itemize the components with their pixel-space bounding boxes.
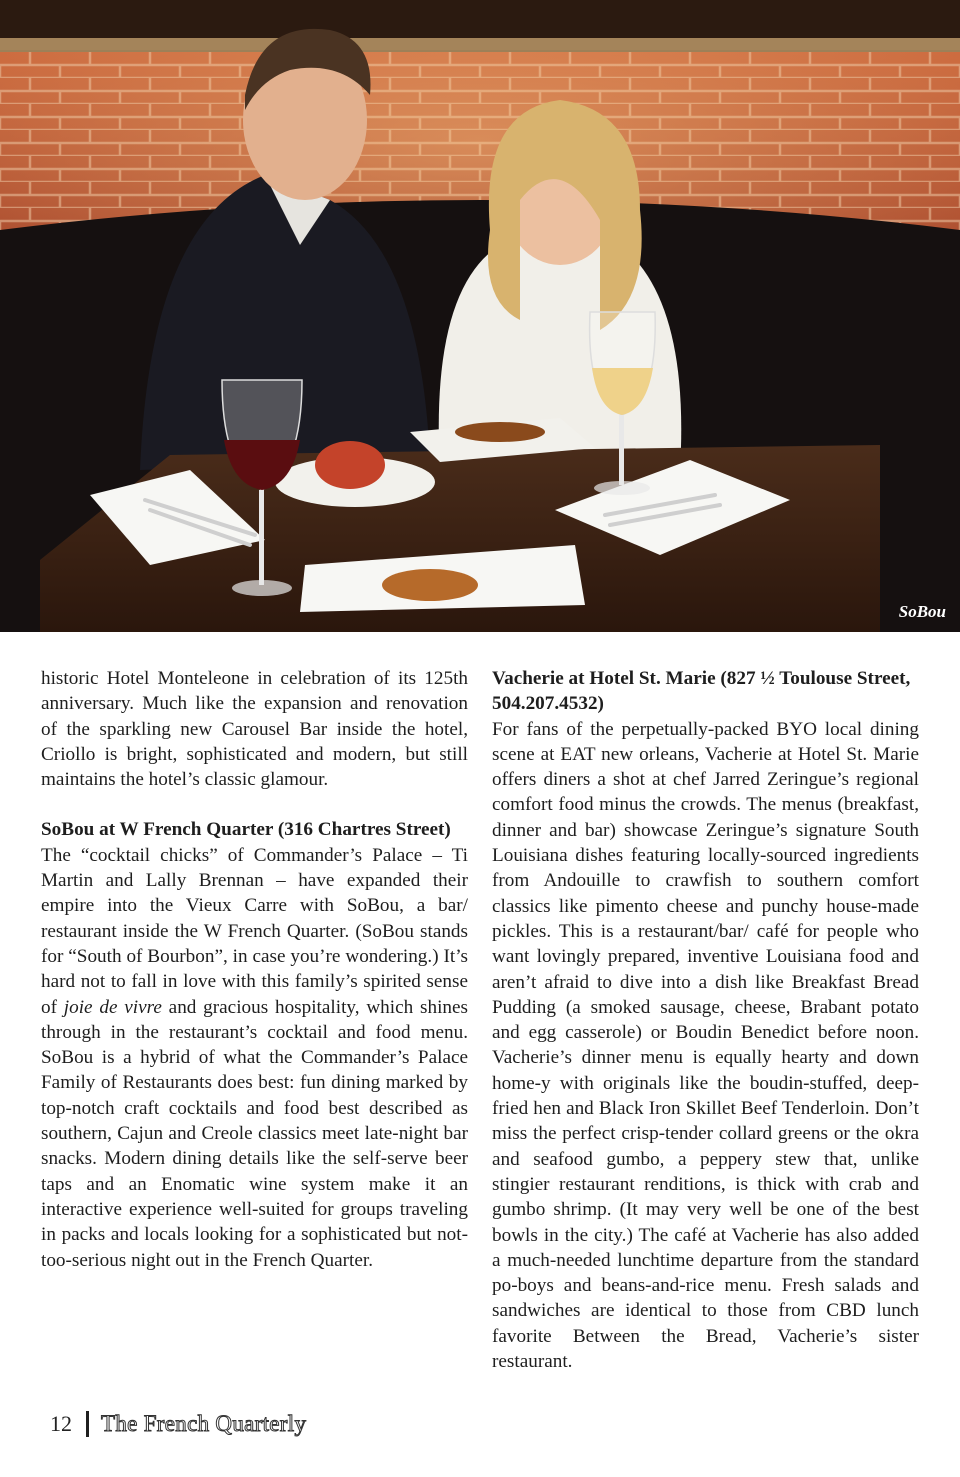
page-number: 12 [50,1411,72,1436]
vacherie-heading: Vacherie at Hotel St. Marie (827 ½ Toulouse Street, 504.207.4532) [492,668,911,715]
sobou-paragraph [41,843,468,1273]
sobou-heading: SoBou at W French Quarter (316 Chartres Street) [41,819,451,841]
right-column [492,666,919,1374]
vacherie-paragraph: For fans of the perpetually-packed BYO local dining scene at EAT new orleans, Vacherie at Hotel St. Marie offers diners a shot at chef Jarred Zeringue’s regional comfort food minus the crowds. The menus (breakfast, dinner and bar) showcase Zeringue’s signature South Louisiana dishes featuring locally-sourced ingredients from Andouille to crawfish to southern comfort classics like pimento cheese and punchy house-made pickles. This is a restaurant/bar/ café for people who want lovingly prepared, inventive Louisiana food and aren’t afraid to dive into a dish like Breakfast Bread Pudding (a smoked sausage, cheese, Brabant potato and egg casserole) or Boudin Benedict before noon. Vacherie’s dinner menu is equally hearty and down home-y with originals like the boudin-stuffed, deep-fried hen and Black Iron Skillet Beef Tenderloin. Don’t miss the perfect crisp-tender collard greens or the okra and seafood gumbo, a peppery stew that, unlike stingier restaurant renditions, is thick with crab and gumbo shrimp. (It may very well be one of the best bowls in the city.) The café at Vacherie has also added a much-needed lunchtime departure from the standard po-boys and beans-and-rice menu. Fresh salads and sandwiches are identical to those from CBD lunch favorite Between the Bread, Vacherie’s sister restaurant. [492,718,919,1373]
sobou-italic-phrase: joie de vivre [63,996,162,1018]
sobou-text-part1: The “cocktail chicks” of Commander’s Palace – Ti Martin and Lally Brennan – have expanded their empire into the Vieux Carre with SoBou, a bar/ restaurant inside the W French Quarter. (SoBou stands for “South of Bourbon”, in case you’re wondering.) It’s hard not to fall in love with this family’s spirited sense of [41,844,468,1018]
footer-divider [86,1411,89,1437]
intro-paragraph: historic Hotel Monteleone in celebration of its 125th anniversary. Much like the expansion and renovation of the sparkling new Carousel Bar inside the hotel, Criollo is bright, sophisticated and modern, but still maintains the hotel’s classic glamour. [41,668,468,791]
restaurant-scene-illustration [0,0,960,632]
page-footer [50,1408,306,1440]
photo-caption: SoBou [898,602,946,621]
hero-photo [0,0,960,632]
publication-name: The French Quarterly [101,1411,307,1436]
left-column [41,666,468,1273]
sobou-text-part2: and gracious hospitality, which shines through in the restaurant’s cocktail and food menu. SoBou is a hybrid of what the Commander’s Palace Family of Restaurants does best: fun dining marked by top-notch craft cocktails and food best described as southern, Cajun and Creole classics meet late-night bar snacks. Modern dining details like the self-serve beer taps and an Enomatic wine system make it an interactive experience well-suited for groups traveling in packs and locals looking for a sophisticated but not-too-serious night out in the French Quarter. [41,996,468,1271]
